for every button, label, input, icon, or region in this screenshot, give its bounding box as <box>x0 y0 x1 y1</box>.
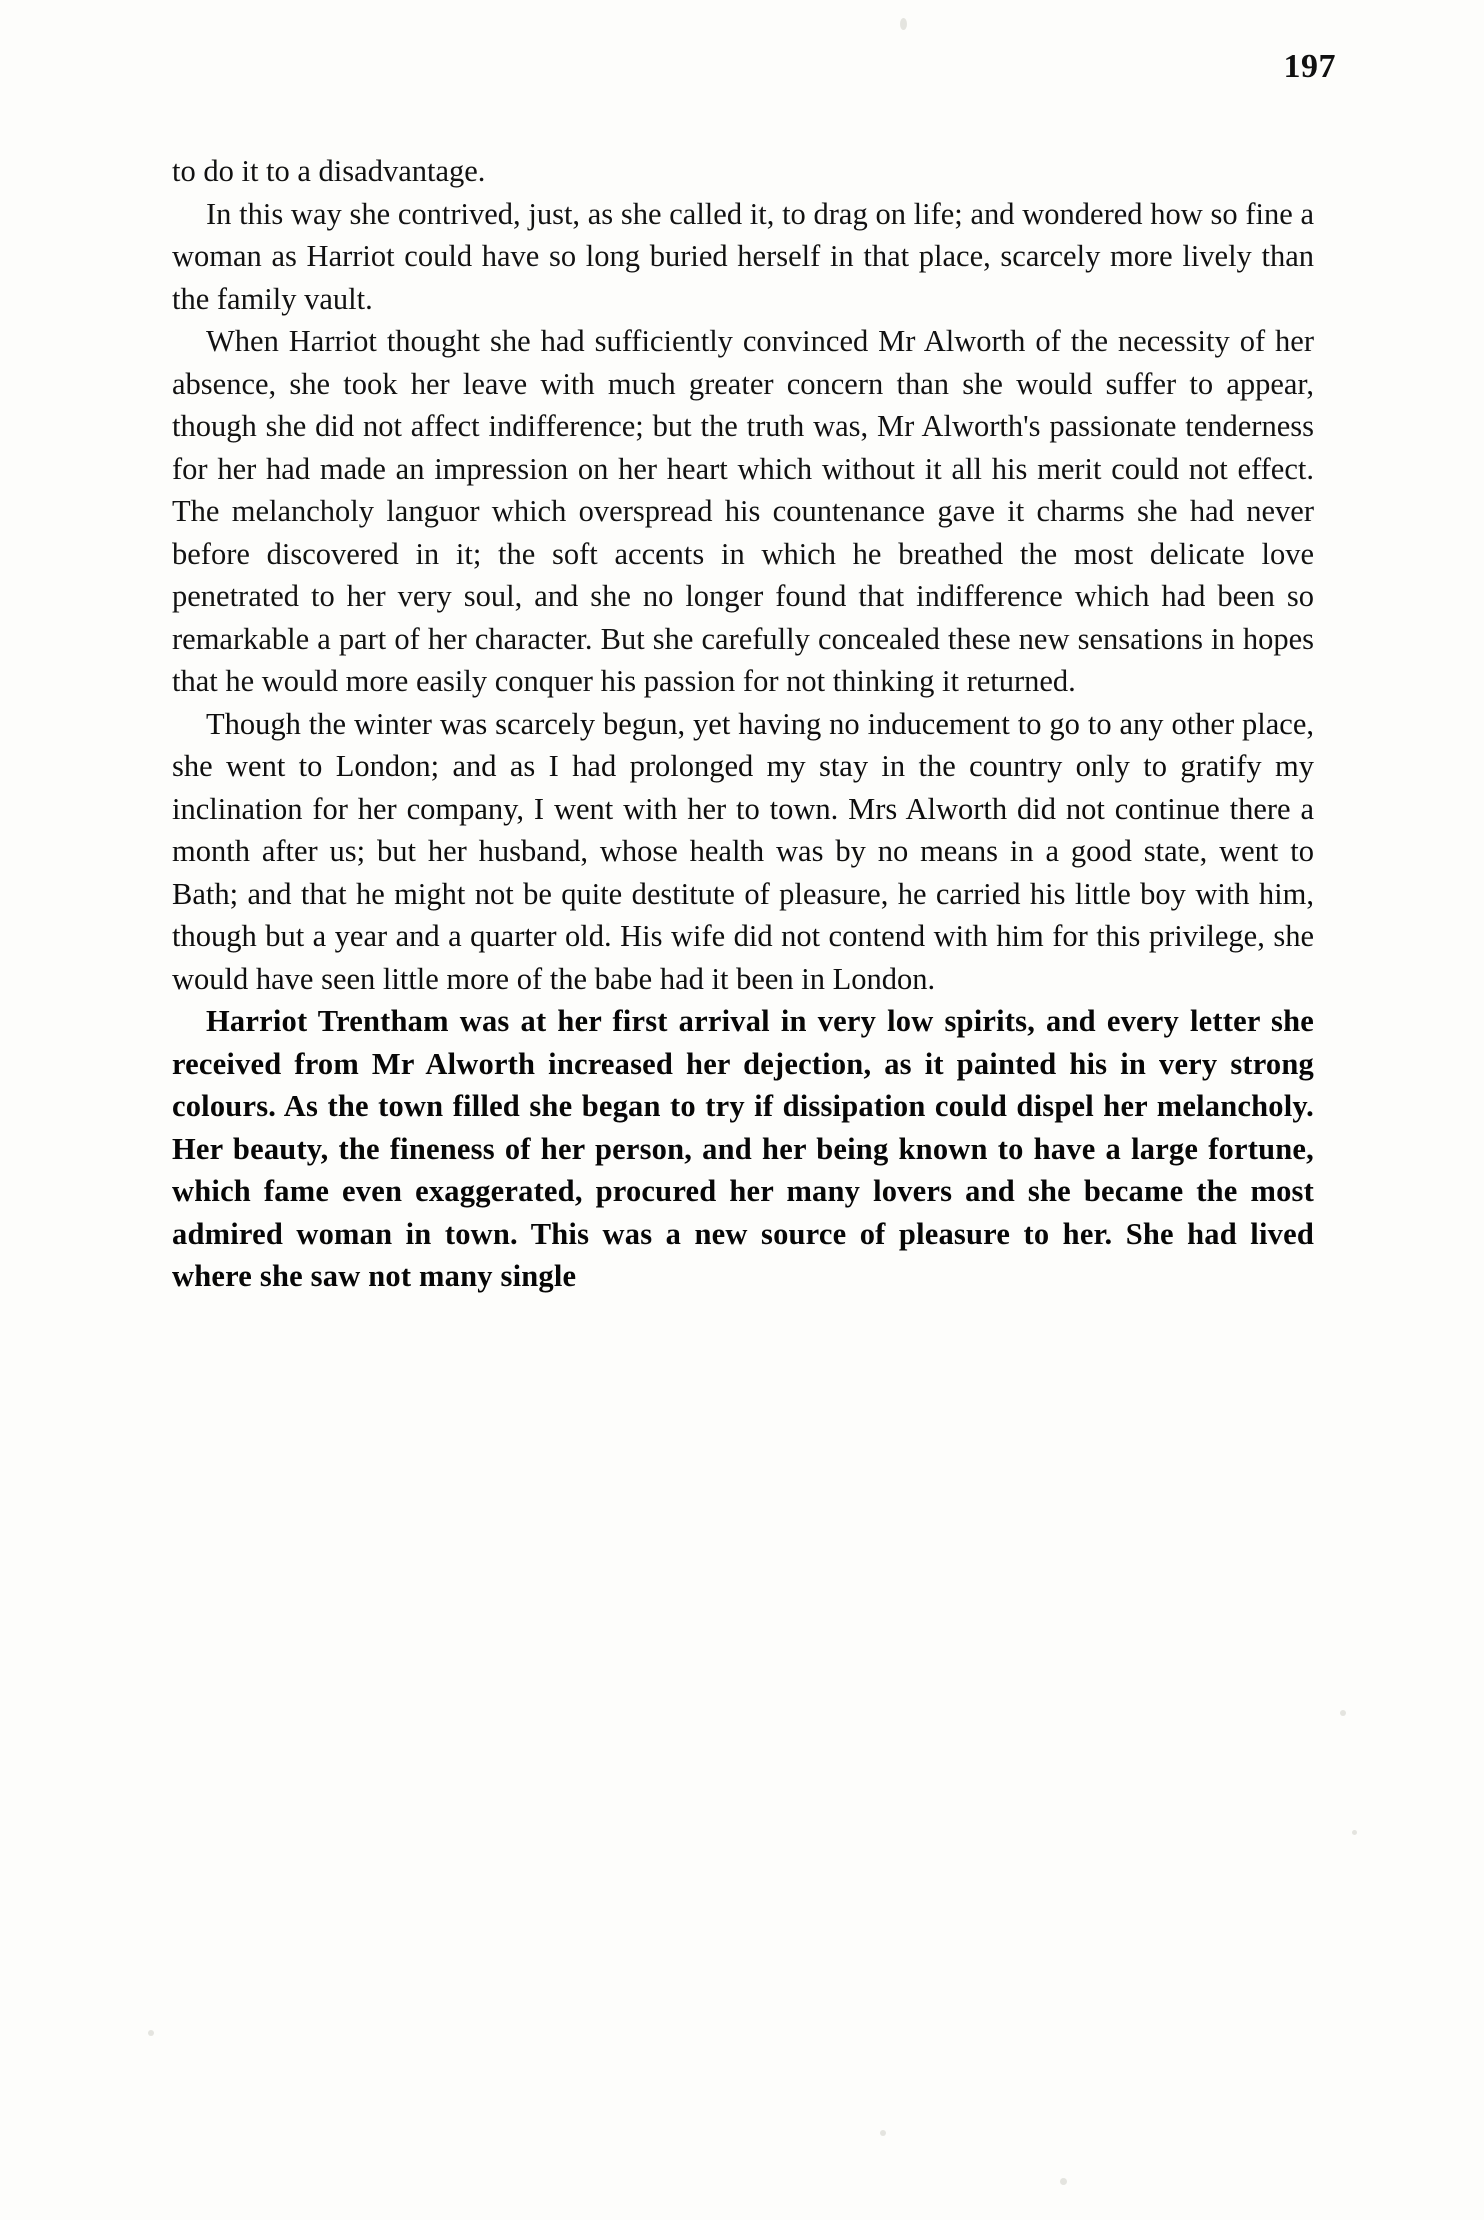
paragraph: In this way she contrived, just, as she called it, to drag on life; and wondered how so fine a woman as Harriot could have so long buried herself in that place, scarcely more lively than the family vault. <box>172 196 1314 316</box>
scan-speck <box>880 2130 886 2136</box>
scan-speck <box>900 18 907 30</box>
scan-speck <box>148 2030 154 2036</box>
paragraph: When Harriot thought she had sufficiently convinced Mr Alworth of the necessity of her absence, she took her leave with much greater concern than she would suffer to appear, though she did not affect indifference; but the truth was, Mr Alworth's passionate tenderness for her had made an impression on her heart which without it all his merit could not effect. The melancholy languor which overspread his countenance gave it charms she had never before discovered in it; the soft accents in which he breathed the most delicate love penetrated to her very soul, and she no longer found that indifference which had been so remarkable a part of her character. But she carefully concealed these new sensations in hopes that he would more easily conquer his passion for not thinking it returned. <box>172 324 1314 698</box>
body-text-column <box>172 150 1314 1298</box>
page-number: 197 <box>1283 48 1336 85</box>
paragraph: Harriot Trentham was at her first arrival in very low spirits, and every letter she received from Mr Alworth increased her dejection, as it painted his in very strong colours. As the town filled she began to try if dissipation could dispel her melancholy. Her beauty, the fineness of her person, and her being known to have a large fortune, which fame even exaggerated, procured her many lovers and she became the most admired woman in town. This was a new source of pleasure to her. She had lived where she saw not many single <box>172 1004 1314 1293</box>
scan-speck <box>1340 1710 1346 1716</box>
scan-speck <box>1060 2178 1067 2185</box>
paragraph: Though the winter was scarcely begun, yet having no inducement to go to any other place, she went to London; and as I had prolonged my stay in the country only to gratify my inclination for her company, I went with her to town. Mrs Alworth did not continue there a month after us; but her husband, whose health was by no means in a good state, went to Bath; and that he might not be quite destitute of pleasure, he carried his little boy with him, though but a year and a quarter old. His wife did not contend with him for this privilege, she would have seen little more of the babe had it been in London. <box>172 706 1314 996</box>
scan-speck <box>1352 1830 1357 1835</box>
paragraph: to do it to a disadvantage. <box>172 154 486 188</box>
